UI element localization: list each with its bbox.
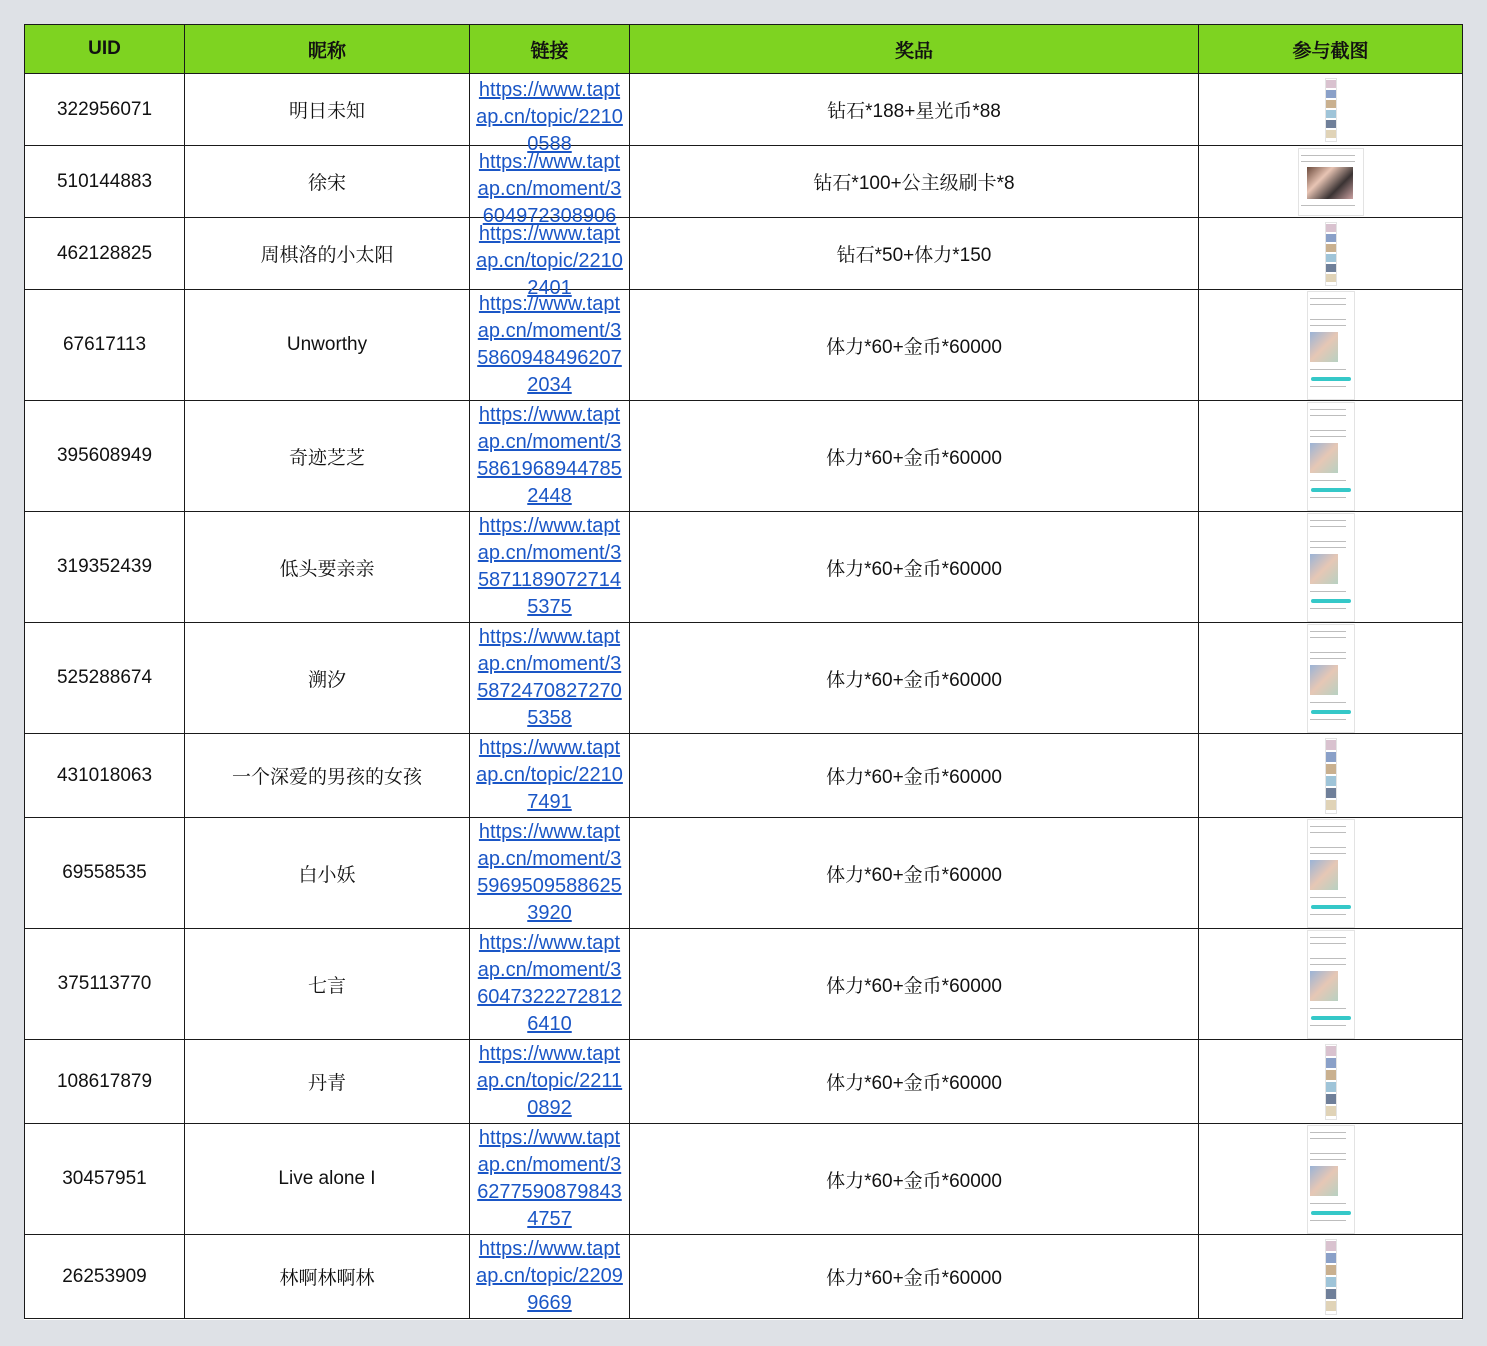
table-row [25,290,1463,401]
screenshot-cell [1199,512,1463,623]
screenshot-thumbnail[interactable] [1307,513,1355,622]
nickname-cell: 丹青 [185,1040,470,1124]
topic-link[interactable]: https://www.taptap.cn/moment/358609484962072034 [477,293,622,396]
prize-cell: 体力*60+金币*60000 [630,290,1199,401]
prize-cell: 钻石*50+体力*150 [630,218,1199,290]
topic-link[interactable]: https://www.taptap.cn/moment/362775908798434757 [477,1127,622,1230]
link-cell [470,734,630,818]
nickname-cell: 明日未知 [185,74,470,146]
prize-cell: 钻石*100+公主级刷卡*8 [630,146,1199,218]
uid-cell: 67617113 [25,290,185,401]
header-uid: UID [25,25,185,74]
uid-cell: 26253909 [25,1235,185,1319]
screenshot-cell [1199,734,1463,818]
link-cell [470,818,630,929]
screenshot-cell [1199,623,1463,734]
uid-cell: 525288674 [25,623,185,734]
link-cell [470,1235,630,1319]
topic-link[interactable]: https://www.taptap.cn/moment/358724708272705358 [477,626,622,729]
screenshot-thumbnail[interactable] [1307,1125,1355,1234]
screenshot-thumbnail[interactable] [1325,78,1337,142]
uid-cell: 510144883 [25,146,185,218]
screenshot-cell [1199,401,1463,512]
header-row [25,25,1463,74]
link-cell [470,218,630,300]
prize-cell: 体力*60+金币*60000 [630,1124,1199,1235]
table-row [25,818,1463,929]
table-row [25,74,1463,146]
topic-link[interactable]: https://www.taptap.cn/moment/360473222728126410 [477,932,622,1035]
topic-link[interactable]: https://www.taptap.cn/topic/22100588 [476,79,623,156]
nickname-cell: Live alone I [185,1124,470,1235]
prize-table [24,24,1463,1319]
link-cell [470,623,630,734]
uid-cell: 319352439 [25,512,185,623]
uid-cell: 322956071 [25,74,185,146]
prize-cell: 体力*60+金币*60000 [630,818,1199,929]
topic-link[interactable]: https://www.taptap.cn/moment/358619689447852448 [477,404,622,507]
table-row [25,1124,1463,1235]
prize-cell: 体力*60+金币*60000 [630,1235,1199,1319]
uid-cell: 375113770 [25,929,185,1040]
table-row [25,401,1463,512]
header-screenshot: 参与截图 [1199,25,1463,74]
uid-cell: 69558535 [25,818,185,929]
header-nickname: 昵称 [185,25,470,74]
prize-cell: 体力*60+金币*60000 [630,929,1199,1040]
link-cell [470,290,630,401]
table-row [25,929,1463,1040]
screenshot-cell [1199,1124,1463,1235]
prize-cell: 体力*60+金币*60000 [630,623,1199,734]
screenshot-cell [1199,146,1463,218]
header-prize: 奖品 [630,25,1199,74]
screenshot-cell [1199,1040,1463,1124]
screenshot-thumbnail[interactable] [1307,930,1355,1039]
nickname-cell: 奇迹芝芝 [185,401,470,512]
prize-cell: 钻石*188+星光币*88 [630,74,1199,146]
table-row [25,623,1463,734]
nickname-cell: Unworthy [185,290,470,401]
table-row [25,734,1463,818]
link-cell [470,74,630,156]
topic-link[interactable]: https://www.taptap.cn/topic/22099669 [476,1238,623,1314]
table-row [25,512,1463,623]
uid-cell: 108617879 [25,1040,185,1124]
topic-link[interactable]: https://www.taptap.cn/moment/358711890727145375 [477,515,622,618]
topic-link[interactable]: https://www.taptap.cn/topic/22107491 [476,737,623,813]
topic-link[interactable]: https://www.taptap.cn/moment/3604972308906 [477,151,622,228]
uid-cell: 30457951 [25,1124,185,1235]
nickname-cell: 周棋洛的小太阳 [185,218,470,290]
uid-cell: 431018063 [25,734,185,818]
link-cell [470,146,630,228]
screenshot-cell [1199,290,1463,401]
nickname-cell: 低头要亲亲 [185,512,470,623]
nickname-cell: 一个深爱的男孩的女孩 [185,734,470,818]
link-cell [470,929,630,1040]
prize-cell: 体力*60+金币*60000 [630,401,1199,512]
screenshot-thumbnail[interactable] [1298,148,1364,216]
link-cell [470,512,630,623]
screenshot-thumbnail[interactable] [1325,222,1337,286]
table-row [25,1235,1463,1319]
table-row [25,218,1463,290]
nickname-cell: 白小妖 [185,818,470,929]
screenshot-thumbnail[interactable] [1325,1239,1337,1315]
nickname-cell: 徐宋 [185,146,470,218]
prize-table-sheet [24,24,1462,1320]
nickname-cell: 林啊林啊林 [185,1235,470,1319]
header-link: 链接 [470,25,630,74]
screenshot-cell [1199,218,1463,290]
link-cell [470,1124,630,1235]
topic-link[interactable]: https://www.taptap.cn/topic/22110892 [476,1043,623,1119]
prize-cell: 体力*60+金币*60000 [630,734,1199,818]
prize-cell: 体力*60+金币*60000 [630,512,1199,623]
link-cell [470,401,630,512]
topic-link[interactable]: https://www.taptap.cn/moment/359695095886253920 [477,821,622,924]
screenshot-thumbnail[interactable] [1307,819,1355,928]
screenshot-thumbnail[interactable] [1307,624,1355,733]
table-row [25,1040,1463,1124]
screenshot-cell [1199,929,1463,1040]
nickname-cell: 溯汐 [185,623,470,734]
uid-cell: 395608949 [25,401,185,512]
screenshot-thumbnail[interactable] [1307,291,1355,400]
link-cell [470,1040,630,1124]
screenshot-thumbnail[interactable] [1325,738,1337,814]
topic-link[interactable]: https://www.taptap.cn/topic/22102401 [476,223,623,300]
screenshot-thumbnail[interactable] [1325,1044,1337,1120]
table-row [25,146,1463,218]
prize-cell: 体力*60+金币*60000 [630,1040,1199,1124]
nickname-cell: 七言 [185,929,470,1040]
screenshot-cell [1199,818,1463,929]
screenshot-cell [1199,1235,1463,1319]
screenshot-cell [1199,74,1463,146]
screenshot-thumbnail[interactable] [1307,402,1355,511]
uid-cell: 462128825 [25,218,185,290]
